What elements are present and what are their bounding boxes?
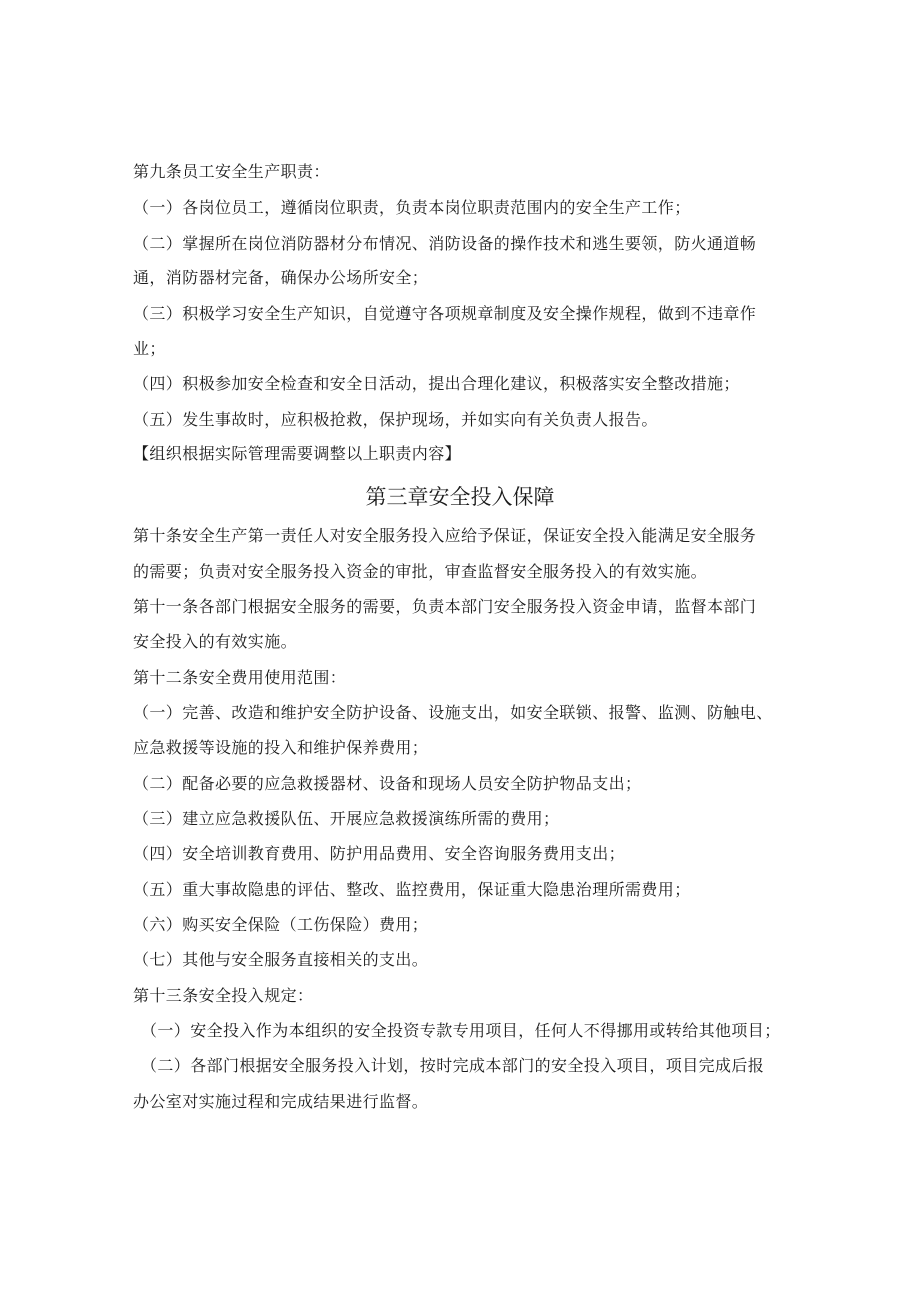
article-9-item-3: （三）积极学习安全生产知识，自觉遵守各项规章制度及安全操作规程，做到不违章作 [133, 304, 757, 323]
article-10-cont: 的需要；负责对安全服务投入资金的审批，审查监督安全服务投入的有效实施。 [133, 562, 708, 581]
article-12-item-4: （四）安全培训教育费用、防护用品费用、安全咨询服务费用支出； [133, 844, 626, 863]
article-9-item-3-cont: 业； [133, 339, 166, 358]
article-12-item-6: （六）购买安全保险（工伤保险）费用； [133, 915, 429, 934]
article-12-item-2: （二）配备必要的应急救援器材、设备和现场人员安全防护物品支出； [133, 774, 642, 793]
article-9-heading: 第九条员工安全生产职责： [133, 162, 330, 181]
article-10: 第十条安全生产第一责任人对安全服务投入应给予保证，保证安全投入能满足安全服务 [133, 526, 757, 545]
article-13-item-2-cont: 办公室对实施过程和完成结果进行监督。 [133, 1092, 429, 1111]
article-12-item-3: （三）建立应急救援队伍、开展应急救援演练所需的费用； [133, 809, 560, 828]
article-12-heading: 第十二条安全费用使用范围： [133, 668, 347, 687]
editor-note: 【组织根据实际管理需要调整以上职责内容】 [133, 444, 462, 463]
chapter-title: 第三章安全投入保障 [365, 485, 555, 509]
article-11-cont: 安全投入的有效实施。 [133, 632, 298, 651]
article-12-item-7: （七）其他与安全服务直接相关的支出。 [133, 950, 429, 969]
article-9-item-2-cont: 通，消防器材完备，确保办公场所安全； [133, 268, 429, 287]
article-9-item-2: （二）掌握所在岗位消防器材分布情况、消防设备的操作技术和逃生要领，防火通道畅 [133, 234, 757, 253]
article-12-item-5: （五）重大事故隐患的评估、整改、监控费用，保证重大隐患治理所需费用； [133, 880, 691, 899]
article-9-item-5: （五）发生事故时，应积极抢救，保护现场，并如实向有关负责人报告。 [133, 410, 658, 429]
article-11: 第十一条各部门根据安全服务的需要，负责本部门安全服务投入资金申请，监督本部门 [133, 597, 757, 616]
article-9-item-4: （四）积极参加安全检查和安全日活动，提出合理化建议，积极落实安全整改措施； [133, 374, 740, 393]
article-13-item-1: （一）安全投入作为本组织的安全投资专款专用项目，任何人不得挪用或转给其他项目； [141, 1021, 781, 1040]
article-13-item-2: （二）各部门根据安全服务投入计划，按时完成本部门的安全投入项目，项目完成后报 [141, 1056, 765, 1075]
article-12-item-1: （一）完善、改造和维护安全防护设备、设施支出，如安全联锁、报警、监测、防触电、 [133, 703, 773, 722]
article-12-item-1-cont: 应急救援等设施的投入和维护保养费用； [133, 738, 429, 757]
article-13-heading: 第十三条安全投入规定： [133, 986, 314, 1005]
article-9-item-1: （一）各岗位员工，遵循岗位职责，负责本岗位职责范围内的安全生产工作； [133, 198, 691, 217]
